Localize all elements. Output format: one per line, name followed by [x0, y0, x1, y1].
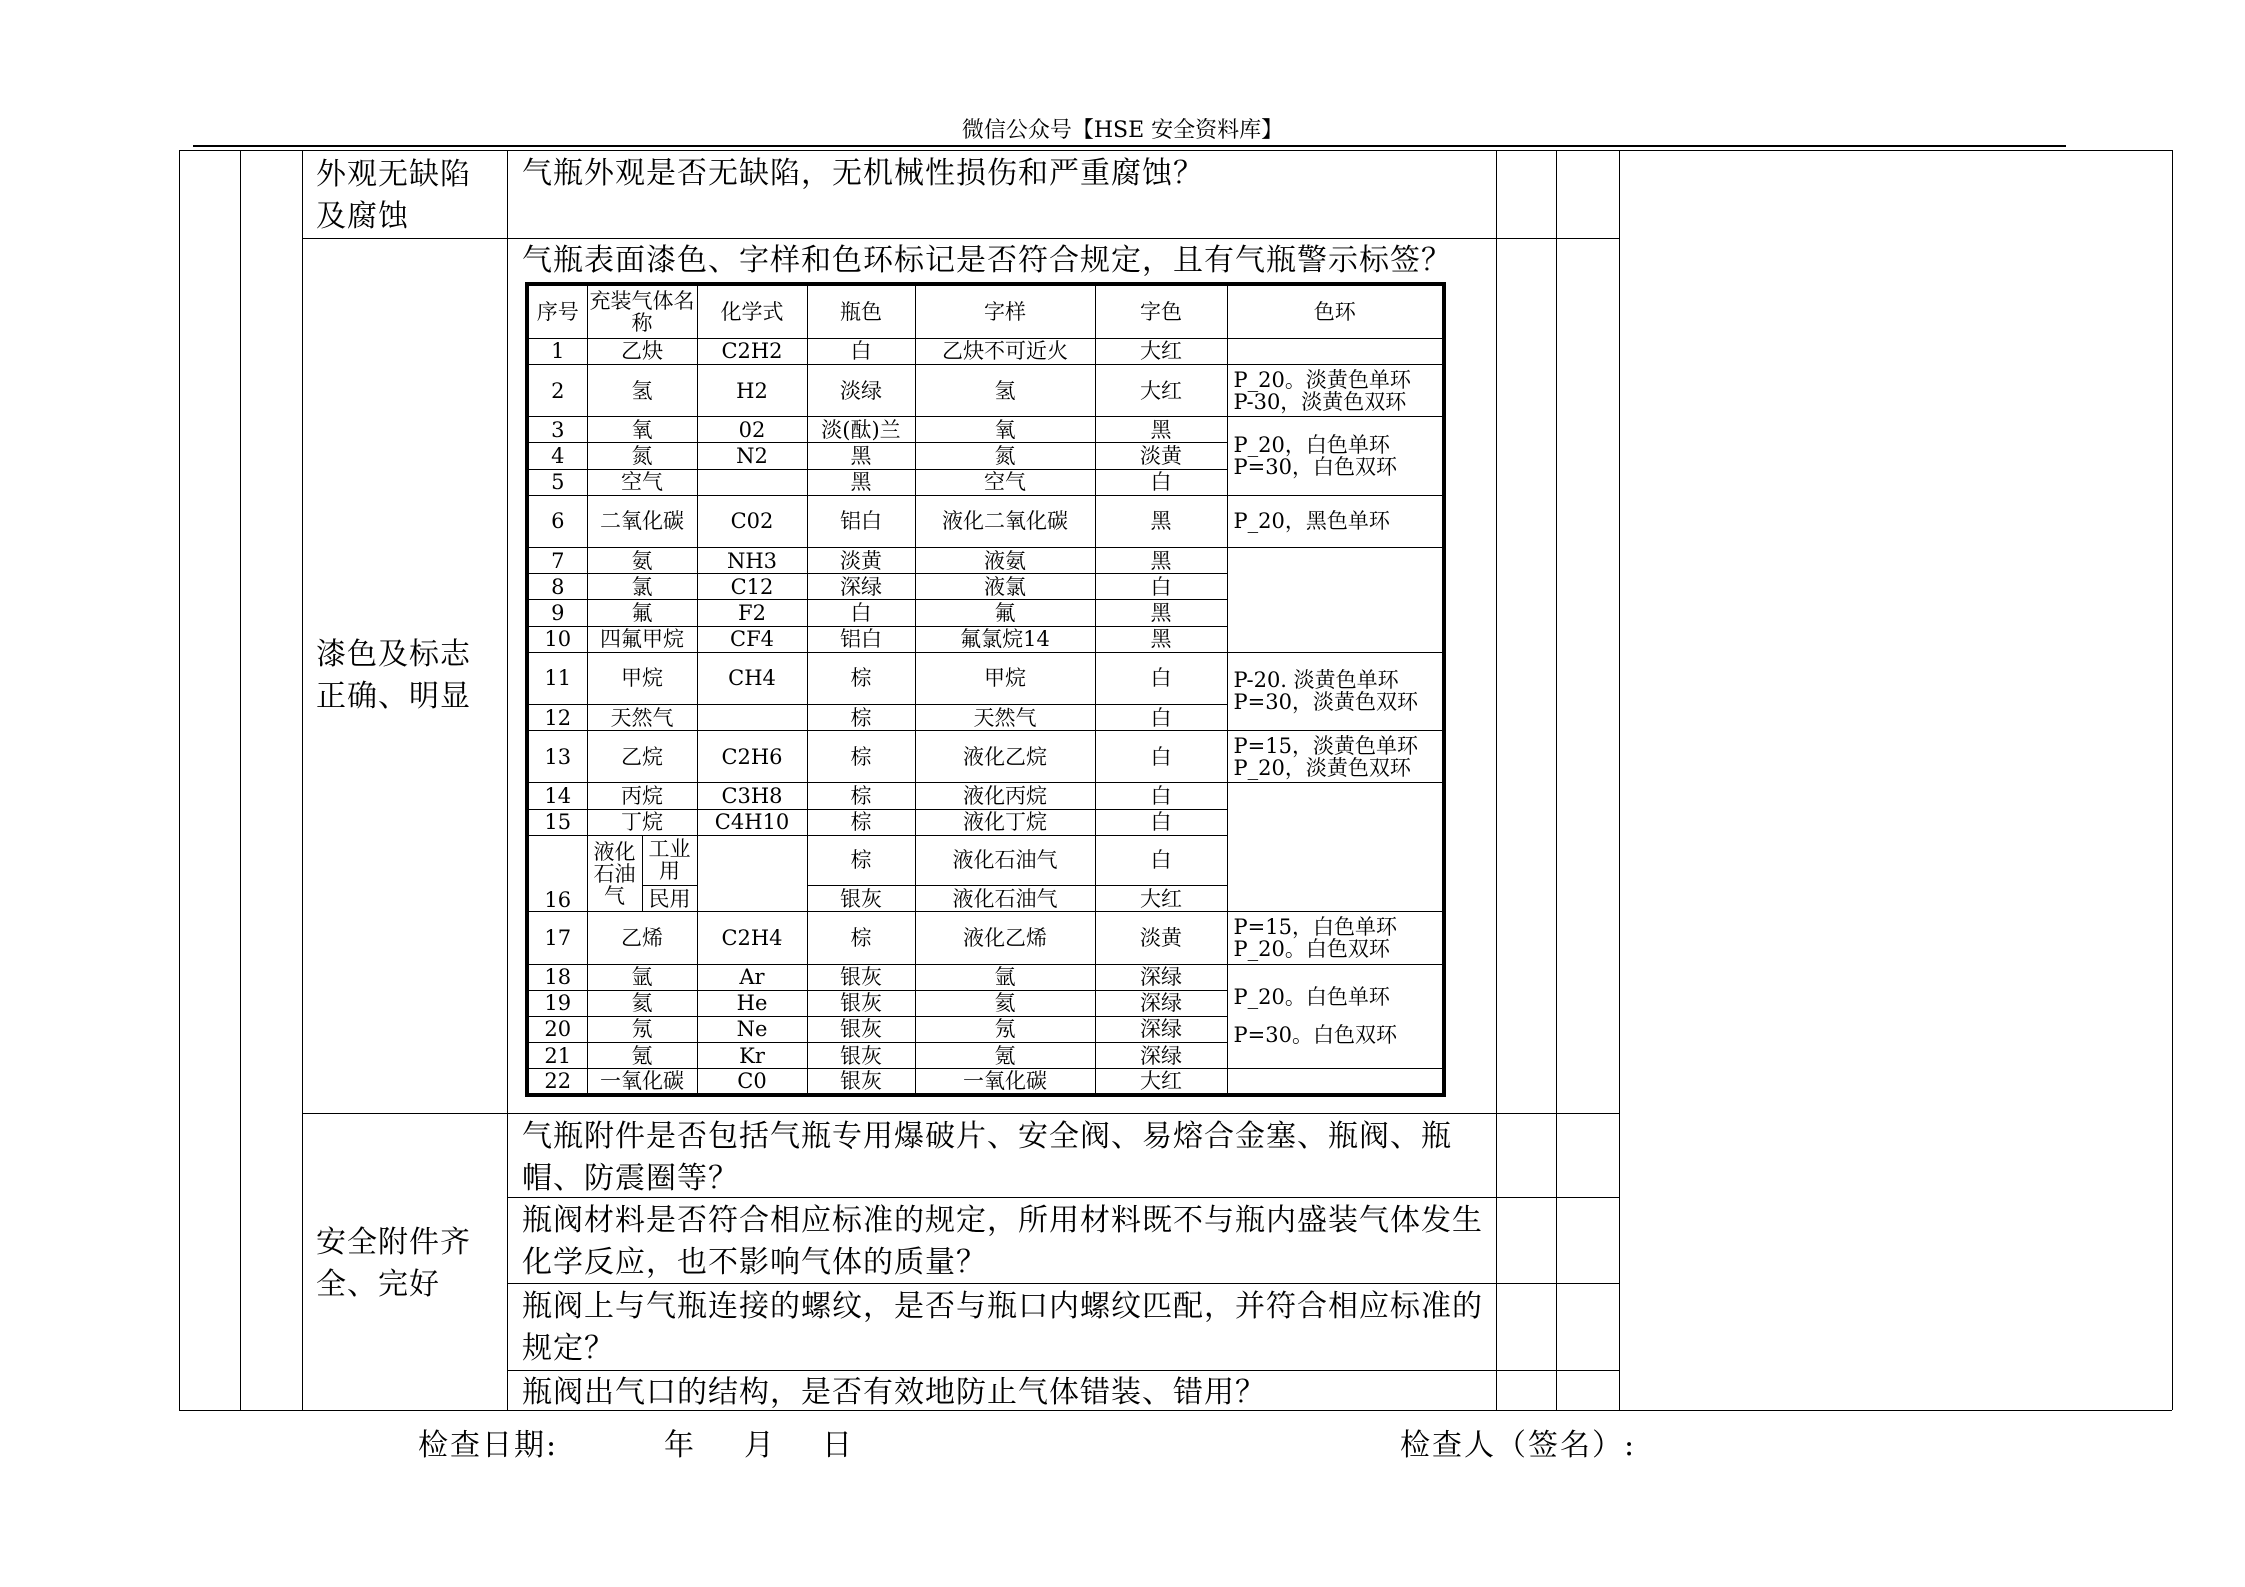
- header-body-color: 瓶色: [807, 284, 915, 338]
- header-letter-color: 字色: [1095, 284, 1227, 338]
- table-row: 17 乙烯 C2H4 棕 液化乙烯 淡黄 P=15，白色单环 P_20。白色双环: [527, 912, 1444, 964]
- question-appearance: 气瓶外观是否无缺陷，无机械性损伤和严重腐蚀？: [522, 156, 1204, 191]
- ring-cell: P_20，黑色单环: [1227, 495, 1444, 547]
- table-row: 10 四氟甲烷 CF4 铝白 氟氯烷14 黑: [527, 626, 1444, 652]
- table-row: 18 氩 Ar 银灰 氩 深绿 P_20。白色单环 P=30。白色双环: [527, 964, 1444, 990]
- table-row: 6 二氧化碳 C02 铝白 液化二氧化碳 黑 P_20，黑色单环: [527, 495, 1444, 547]
- header-gas-name: 充装气体名称: [587, 284, 697, 338]
- question-paint-marking: 气瓶表面漆色、字样和色环标记是否符合规定，且有气瓶警示标签？: [522, 243, 1452, 278]
- header-lettering: 字样: [915, 284, 1095, 338]
- table-row: 4 氮 N2 黑 氮 淡黄: [527, 443, 1444, 469]
- table-row: 民用 银灰 液化石油气 大红: [527, 886, 1444, 912]
- gas-cylinder-color-table: [525, 282, 1446, 1097]
- category-paint-marking: 漆色及标志正确、明显: [316, 637, 471, 714]
- table-row: 12 天然气 棕 天然气 白: [527, 705, 1444, 731]
- header-formula: 化学式: [697, 284, 807, 338]
- ring-cell: P_20，白色单环 P=30，白色双环: [1227, 417, 1444, 495]
- table-row: 19 氦 He 银灰 氦 深绿: [527, 990, 1444, 1016]
- ring-cell: P_20。白色单环 P=30。白色双环: [1227, 964, 1444, 1069]
- table-row: 21 氪 Kr 银灰 氪 深绿: [527, 1043, 1444, 1069]
- question-accessory-1: 气瓶附件是否包括气瓶专用爆破片、安全阀、易熔合金塞、瓶阀、瓶帽、防震圈等？: [522, 1119, 1452, 1196]
- table-row: 15 丁烷 C4H10 棕 液化丁烷 白: [527, 809, 1444, 835]
- table-row: 2 氢 H2 淡绿 氢 大红 P_20。淡黄色单环 P-30，淡黄色双环: [527, 364, 1444, 416]
- question-accessory-3: 瓶阀上与气瓶连接的螺纹，是否与瓶口内螺纹匹配，并符合相应标准的规定？: [522, 1289, 1483, 1366]
- table-row: 1 乙炔 C2H2 白 乙炔不可近火 大红: [527, 338, 1444, 364]
- table-header-row: [527, 284, 1444, 338]
- ring-cell: P-20. 淡黄色单环 P=30，淡黄色双环: [1227, 652, 1444, 730]
- question-accessory-4: 瓶阀出气口的结构，是否有效地防止气体错装、错用？: [522, 1375, 1266, 1410]
- document-header: 微信公众号【HSE 安全资料库】: [961, 118, 1284, 143]
- inspector-signature-label: 检查人（签名）:: [1400, 1428, 1637, 1463]
- inspection-date-label: 检查日期:: [418, 1428, 559, 1463]
- category-appearance: 外观无缺陷及腐蚀: [316, 157, 471, 234]
- table-row: 5 空气 黑 空气 白: [527, 469, 1444, 495]
- table-row: 7 氨 NH3 淡黄 液氨 黑: [527, 548, 1444, 574]
- table-row: 20 氖 Ne 银灰 氖 深绿: [527, 1016, 1444, 1042]
- table-row: 8 氯 C12 深绿 液氯 白: [527, 574, 1444, 600]
- ring-cell: P=15，白色单环 P_20。白色双环: [1227, 912, 1444, 964]
- table-row: 13 乙烷 C2H6 棕 液化乙烷 白 P=15，淡黄色单环 P_20，淡黄色双环: [527, 731, 1444, 783]
- header-color-ring: 色环: [1227, 284, 1444, 338]
- category-safety-accessories: 安全附件齐全、完好: [316, 1225, 471, 1302]
- date-month-label: 月: [744, 1428, 776, 1463]
- table-row: 11 甲烷 CH4 棕 甲烷 白 P-20. 淡黄色单环 P=30，淡黄色双环: [527, 652, 1444, 704]
- table-row: 3 氧 02 淡(酞)兰 氧 黑 P_20，白色单环 P=30，白色双环: [527, 417, 1444, 443]
- header-no: 序号: [527, 284, 587, 338]
- lpg-name-cell: 液化石油气: [587, 835, 642, 911]
- table-row: 16 液化石油气 工业用 棕 液化石油气 白: [527, 835, 1444, 885]
- date-day-label: 日: [822, 1428, 854, 1463]
- header-rule: [193, 145, 2066, 147]
- table-row: 14 丙烷 C3H8 棕 液化丙烷 白: [527, 783, 1444, 809]
- ring-cell: P=15，淡黄色单环 P_20，淡黄色双环: [1227, 731, 1444, 783]
- table-row: 9 氟 F2 白 氟 黑: [527, 600, 1444, 626]
- question-accessory-2: 瓶阀材料是否符合相应标准的规定，所用材料既不与瓶内盛装气体发生化学反应，也不影响气体的质量？: [522, 1203, 1483, 1280]
- date-year-label: 年: [664, 1428, 696, 1463]
- table-row: 22 一氧化碳 C0 银灰 一氧化碳 大红: [527, 1069, 1444, 1095]
- ring-cell: P_20。淡黄色单环 P-30，淡黄色双环: [1227, 364, 1444, 416]
